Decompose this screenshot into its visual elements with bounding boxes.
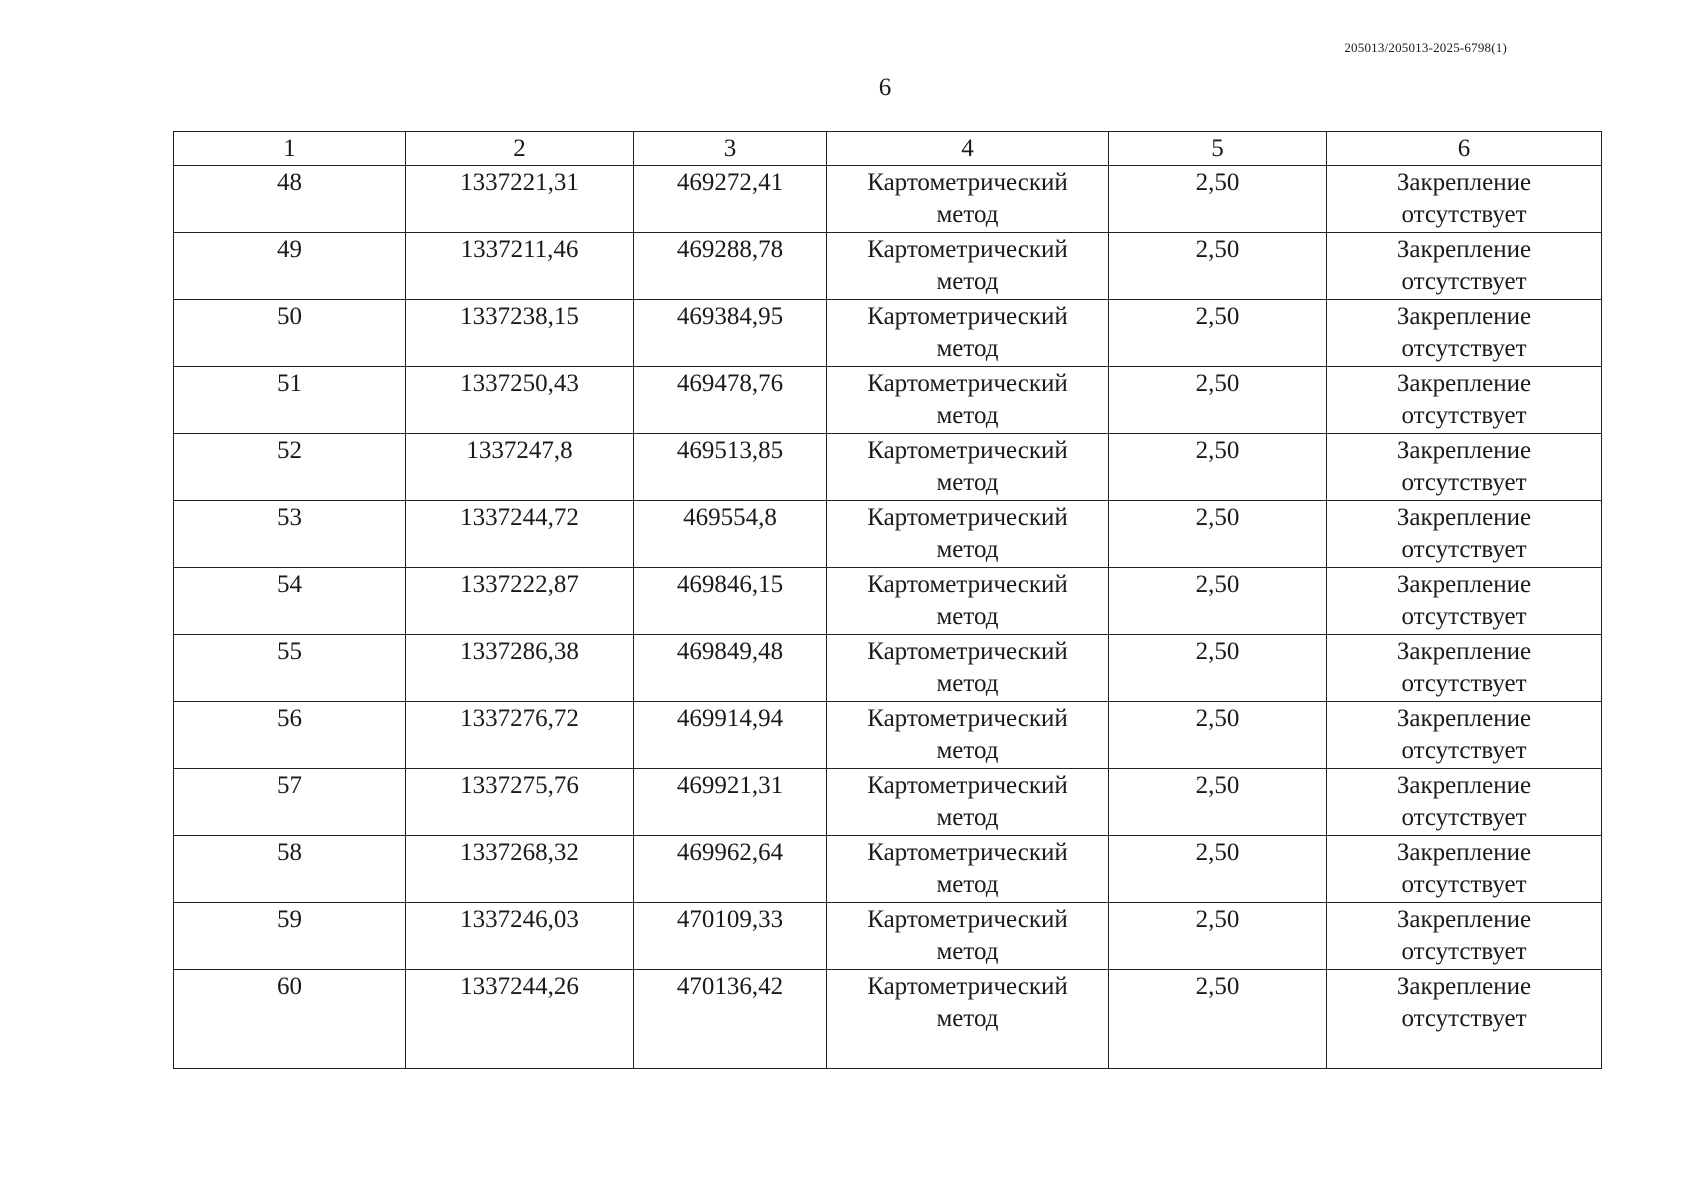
y-coordinate-cell: 469846,15 [634,568,827,635]
fixing-cell-line: Закрепление [1396,906,1532,933]
point-number-cell: 57 [174,769,406,836]
table-row [174,635,1602,702]
method-cell-line: метод [936,670,999,697]
x-coordinate-cell: 1337221,31 [406,166,634,233]
fixing-cell-line: отсутствует [1401,402,1527,429]
method-cell-line: Картометрический [867,571,1068,598]
fixing-cell-line: Закрепление [1396,839,1532,866]
fixing-cell-line: Закрепление [1396,303,1532,330]
fixing-cell-line: отсутствует [1401,804,1527,831]
x-coordinate-cell: 1337275,76 [406,769,634,836]
method-cell-line: Картометрический [867,236,1068,263]
method-cell [827,166,1109,233]
method-cell-line: метод [936,938,999,965]
fixing-cell [1327,233,1602,300]
coordinates-table [173,131,1602,1069]
method-cell [827,233,1109,300]
accuracy-cell: 2,50 [1109,367,1327,434]
y-coordinate-cell: 469513,85 [634,434,827,501]
fixing-cell-line: отсутствует [1401,603,1527,630]
fixing-cell [1327,300,1602,367]
x-coordinate-cell: 1337244,72 [406,501,634,568]
point-number-cell: 52 [174,434,406,501]
method-cell-line: Картометрический [867,906,1068,933]
table-row [174,836,1602,903]
fixing-cell-line: отсутствует [1401,1005,1527,1032]
accuracy-cell: 2,50 [1109,300,1327,367]
fixing-cell-line: Закрепление [1396,437,1532,464]
y-coordinate-cell: 469384,95 [634,300,827,367]
method-cell-line: Картометрический [867,437,1068,464]
fixing-cell [1327,568,1602,635]
method-cell [827,836,1109,903]
fixing-cell [1327,166,1602,233]
table-row [174,903,1602,970]
y-coordinate-cell: 469914,94 [634,702,827,769]
point-number-cell: 48 [174,166,406,233]
method-cell [827,769,1109,836]
fixing-cell-line: Закрепление [1396,638,1532,665]
method-cell [827,568,1109,635]
table-row [174,568,1602,635]
fixing-cell-line: отсутствует [1401,938,1527,965]
x-coordinate-cell: 1337276,72 [406,702,634,769]
fixing-cell [1327,635,1602,702]
method-cell-line: Картометрический [867,772,1068,799]
x-coordinate-cell: 1337244,26 [406,970,634,1069]
x-coordinate-cell: 1337246,03 [406,903,634,970]
table-row [174,501,1602,568]
method-cell-line: метод [936,536,999,563]
accuracy-cell: 2,50 [1109,769,1327,836]
point-number-cell: 55 [174,635,406,702]
fixing-cell-line: Закрепление [1396,236,1532,263]
fixing-cell [1327,702,1602,769]
method-cell-line: метод [936,402,999,429]
fixing-cell-line: Закрепление [1396,370,1532,397]
method-cell [827,970,1109,1069]
method-cell [827,367,1109,434]
method-cell [827,434,1109,501]
y-coordinate-cell: 470109,33 [634,903,827,970]
fixing-cell-line: отсутствует [1401,268,1527,295]
method-cell-line: Картометрический [867,370,1068,397]
fixing-cell [1327,903,1602,970]
column-header-4: 4 [827,132,1109,166]
fixing-cell [1327,836,1602,903]
method-cell-line: Картометрический [867,839,1068,866]
accuracy-cell: 2,50 [1109,970,1327,1069]
fixing-cell-line: Закрепление [1396,772,1532,799]
column-header-5: 5 [1109,132,1327,166]
method-cell-line: метод [936,804,999,831]
fixing-cell-line: отсутствует [1401,670,1527,697]
method-cell-line: метод [936,737,999,764]
accuracy-cell: 2,50 [1109,434,1327,501]
method-cell [827,903,1109,970]
table-row [174,970,1602,1069]
column-header-2: 2 [406,132,634,166]
accuracy-cell: 2,50 [1109,702,1327,769]
method-cell-line: метод [936,1005,999,1032]
x-coordinate-cell: 1337211,46 [406,233,634,300]
table-header [174,132,1602,166]
fixing-cell [1327,367,1602,434]
column-header-6: 6 [1327,132,1602,166]
column-header-3: 3 [634,132,827,166]
method-cell-line: Картометрический [867,705,1068,732]
point-number-cell: 49 [174,233,406,300]
y-coordinate-cell: 469849,48 [634,635,827,702]
x-coordinate-cell: 1337238,15 [406,300,634,367]
point-number-cell: 54 [174,568,406,635]
accuracy-cell: 2,50 [1109,568,1327,635]
table-row [174,367,1602,434]
fixing-cell-line: отсутствует [1401,737,1527,764]
accuracy-cell: 2,50 [1109,836,1327,903]
y-coordinate-cell: 469478,76 [634,367,827,434]
method-cell-line: метод [936,469,999,496]
column-header-1: 1 [174,132,406,166]
x-coordinate-cell: 1337222,87 [406,568,634,635]
fixing-cell-line: Закрепление [1396,571,1532,598]
fixing-cell-line: Закрепление [1396,504,1532,531]
table-row [174,702,1602,769]
y-coordinate-cell: 470136,42 [634,970,827,1069]
method-cell [827,501,1109,568]
table-row [174,233,1602,300]
method-cell-line: Картометрический [867,303,1068,330]
method-cell [827,300,1109,367]
method-cell-line: метод [936,335,999,362]
fixing-cell [1327,769,1602,836]
accuracy-cell: 2,50 [1109,166,1327,233]
point-number-cell: 51 [174,367,406,434]
table-row [174,166,1602,233]
x-coordinate-cell: 1337268,32 [406,836,634,903]
point-number-cell: 56 [174,702,406,769]
accuracy-cell: 2,50 [1109,635,1327,702]
point-number-cell: 53 [174,501,406,568]
y-coordinate-cell: 469288,78 [634,233,827,300]
page-number: 6 [878,74,892,101]
fixing-cell [1327,501,1602,568]
method-cell-line: метод [936,603,999,630]
fixing-cell-line: отсутствует [1401,469,1527,496]
accuracy-cell: 2,50 [1109,903,1327,970]
point-number-cell: 58 [174,836,406,903]
point-number-cell: 59 [174,903,406,970]
y-coordinate-cell: 469962,64 [634,836,827,903]
fixing-cell-line: отсутствует [1401,201,1527,228]
fixing-cell-line: Закрепление [1396,705,1532,732]
fixing-cell [1327,970,1602,1069]
fixing-cell-line: отсутствует [1401,871,1527,898]
table-row [174,300,1602,367]
method-cell-line: Картометрический [867,973,1068,1000]
fixing-cell [1327,434,1602,501]
method-cell-line: Картометрический [867,638,1068,665]
table-row [174,769,1602,836]
fixing-cell-line: Закрепление [1396,973,1532,1000]
method-cell [827,702,1109,769]
method-cell [827,635,1109,702]
accuracy-cell: 2,50 [1109,233,1327,300]
accuracy-cell: 2,50 [1109,501,1327,568]
point-number-cell: 50 [174,300,406,367]
method-cell-line: Картометрический [867,169,1068,196]
x-coordinate-cell: 1337250,43 [406,367,634,434]
method-cell-line: Картометрический [867,504,1068,531]
point-number-cell: 60 [174,970,406,1069]
method-cell-line: метод [936,201,999,228]
fixing-cell-line: отсутствует [1401,536,1527,563]
header-row [174,132,1602,166]
x-coordinate-cell: 1337286,38 [406,635,634,702]
fixing-cell-line: отсутствует [1401,335,1527,362]
table-body [174,166,1602,1069]
document-id: 205013/205013-2025-6798(1) [1344,40,1507,55]
method-cell-line: метод [936,268,999,295]
fixing-cell-line: Закрепление [1396,169,1532,196]
method-cell-line: метод [936,871,999,898]
y-coordinate-cell: 469272,41 [634,166,827,233]
table-row [174,434,1602,501]
y-coordinate-cell: 469921,31 [634,769,827,836]
x-coordinate-cell: 1337247,8 [406,434,634,501]
y-coordinate-cell: 469554,8 [634,501,827,568]
